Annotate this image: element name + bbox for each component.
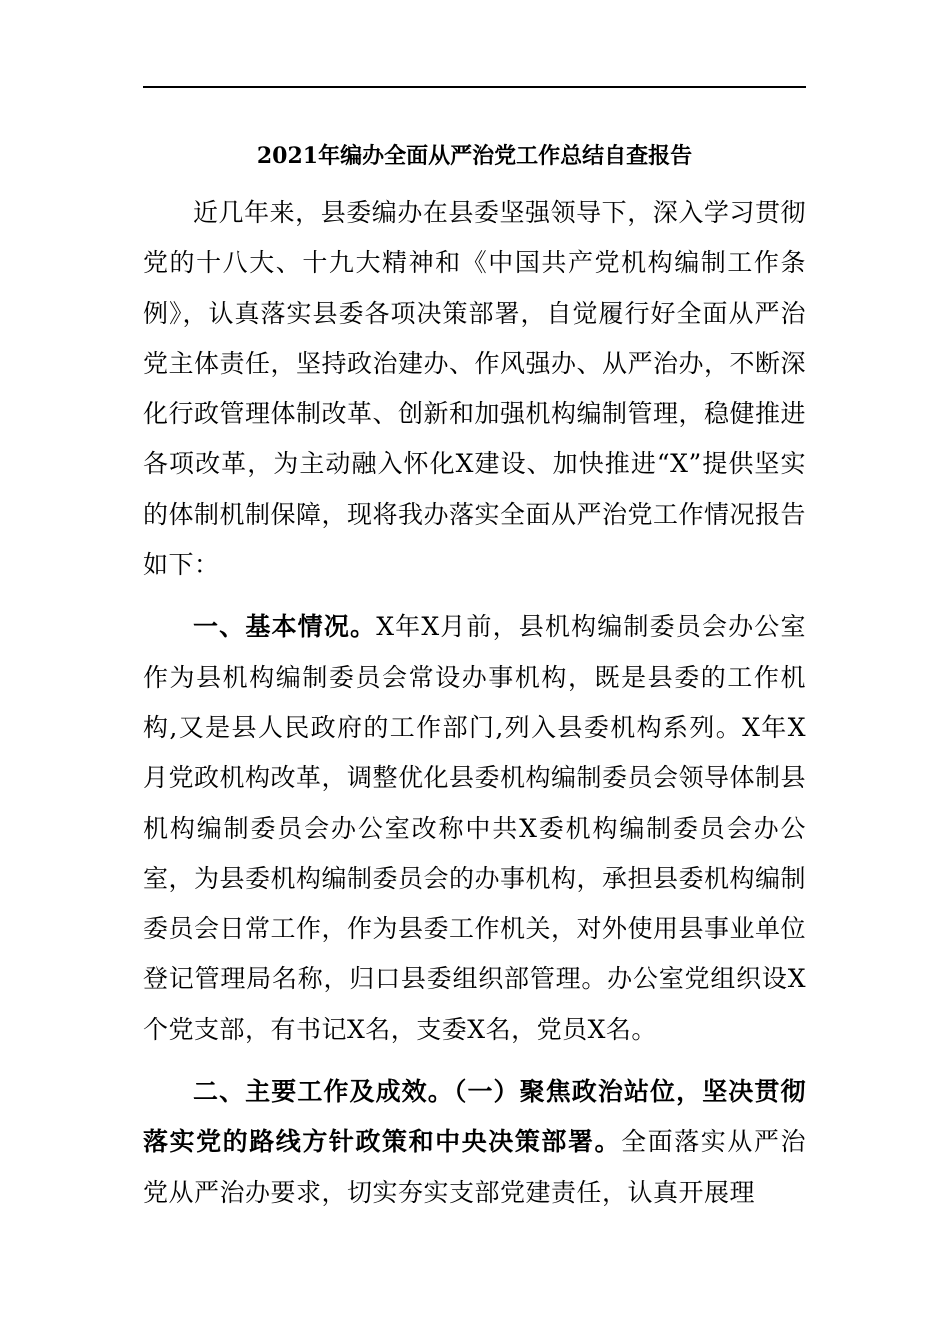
paragraph-main-work: [143, 1067, 806, 1218]
document-title: 2021年编办全面从严治党工作总结自查报告: [256, 143, 693, 169]
paragraph-basic-situation-text: X年X月前，县机构编制委员会办公室作为县机构编制委员会常设办事机构，既是县委的工作机构,又是县人民政府的工作部门,列入县委机构系列。X年X月党政机构改革，调整优化县委机构编制委员会领导体制县机构编制委员会办公室改称中共X委机构编制委员会办公室，为县委机构编制委员会的办事机构，承担县委机构编制委员会日常工作，作为县委工作机关，对外使用县事业单位登记管理局名称，归口县委组织部管理。办公室党组织设X个党支部，有书记X名，支委X名，党员X名。: [143, 612, 807, 1044]
paragraph-intro-text: 近几年来，县委编办在县委坚强领导下，深入学习贯彻党的十八大、十九大精神和《中国共产党机构编制工作条例》，认真落实县委各项决策部署，自觉履行好全面从严治党主体责任，坚持政治建办、作风强办、从严治办，不断深化行政管理体制改革、创新和加强机构编制管理，稳健推进各项改革，为主动融入怀化X建设、加快推进“X”提供坚实的体制机制保障，现将我办落实全面从严治党工作情况报告如下：: [143, 198, 807, 580]
subsection-heading-political-stance: （一）聚焦政治站位，坚决贯彻落实党的路线方针政策和中央决策部署。: [143, 1077, 806, 1157]
paragraph-main-work-text: 全面落实从严治党从严治办要求，切实夯实支部党建责任，认真开展理: [143, 1127, 806, 1207]
header-rule: [143, 86, 806, 88]
section-heading-main-work: 二、主要工作及成效。: [193, 1077, 454, 1107]
paragraph-basic-situation: [143, 602, 806, 1055]
paragraph-intro: [143, 188, 806, 590]
document-body: [143, 188, 806, 1218]
section-heading-basic-situation: 一、基本情况。: [193, 612, 377, 642]
